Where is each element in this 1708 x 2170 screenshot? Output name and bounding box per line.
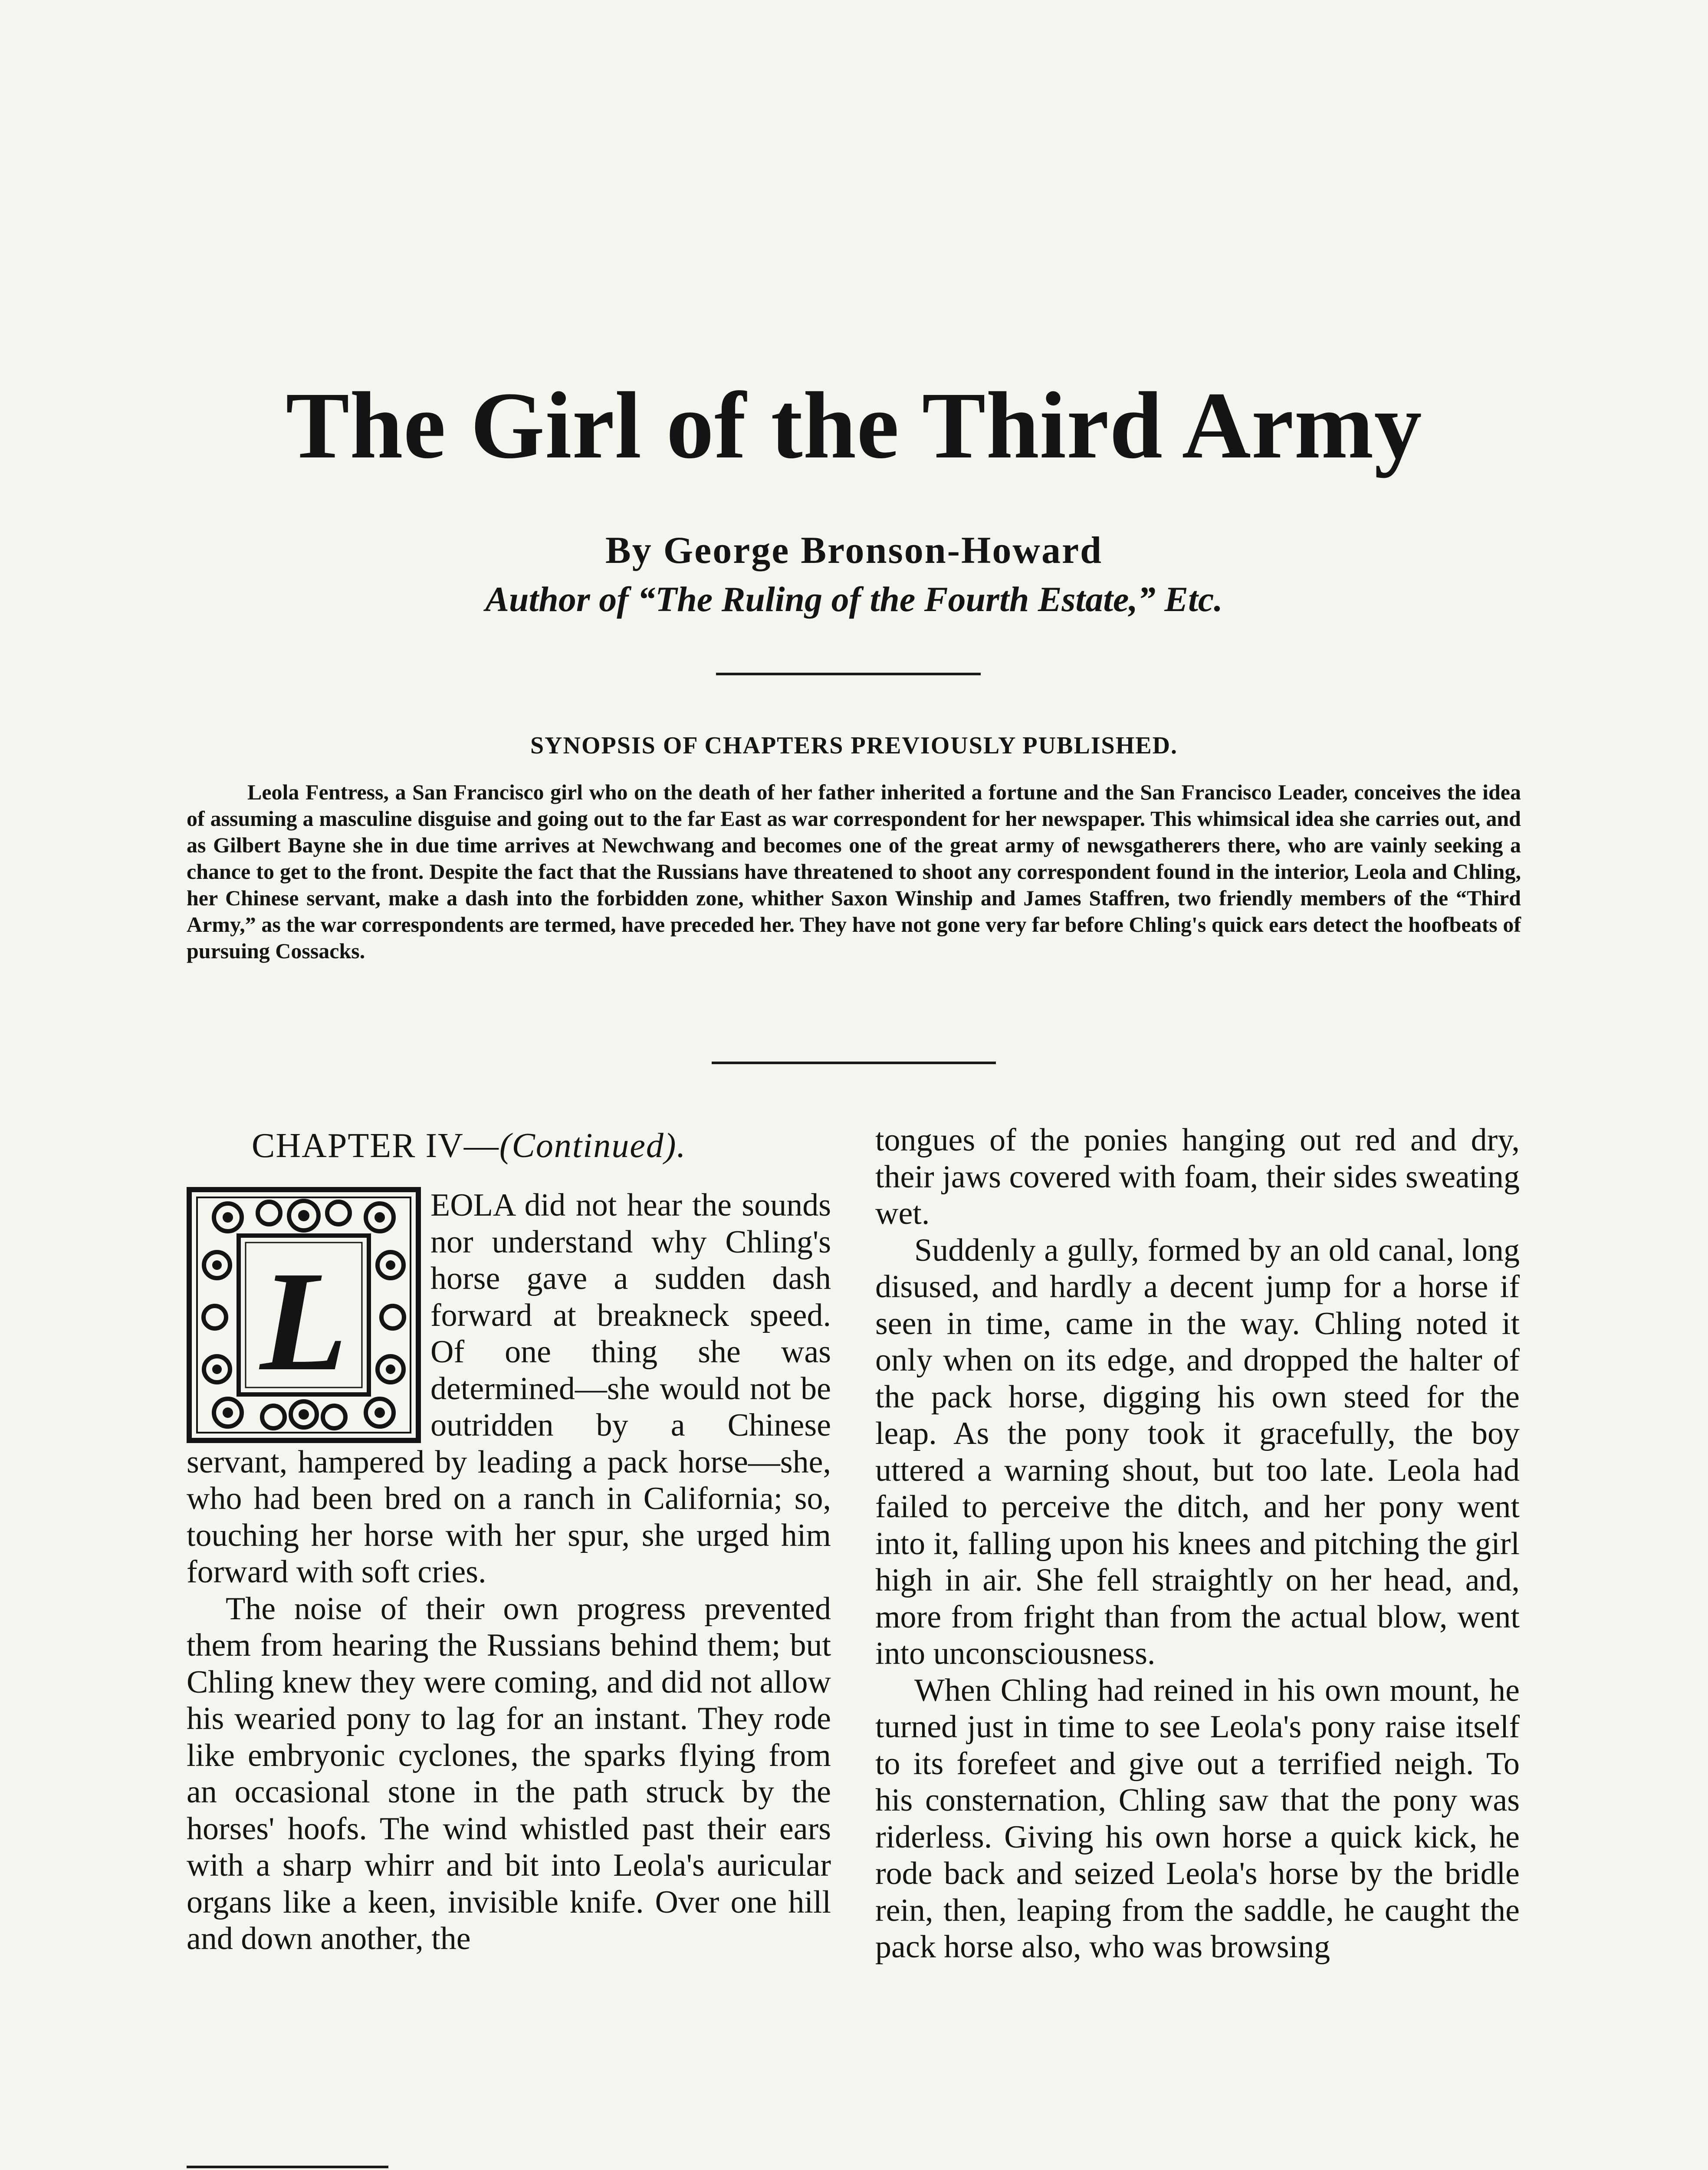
- author-byline: By George Bronson-Howard: [605, 529, 1103, 572]
- synopsis-text: Leola Fentress, a San Francisco girl who on the death of her father inherited a fortune and the San Francisco Leader, conceives the idea of assuming a masculine disguise and going out to the far East as war correspondent for her newspaper. This whimsical idea she carries out, and as Gilbert Bayne she in due time arrives at Newchwang and becomes one of the great army of newsgatherers there, who are vainly seeking a chance to get to the front. Despite the fact that the Russians have threatened to shoot any correspondent found in the interior, Leola and Chling, her Chinese servant, make a dash into the forbidden zone, whither Saxon Winship and James Staffren, two friendly members of the “Third Army,” as the war correspondents are termed, have preceded her. They have not gone very far before Chling's quick ears detect the hoofbeats of pursuing Cossacks.: [187, 780, 1521, 963]
- right-paragraph: When Chling had reined in his own mount, he turned just in time to see Leola's pony raise itself to its forefeet and give out a terrified neigh. To his consternation, Chling saw that the pony was riderless. Giving his own horse a quick kick, he rode back and seized Leola's horse by the bridle rein, then, leaping from the saddle, he caught the pack horse also, who was browsing: [875, 1672, 1520, 1965]
- chapter-continued: (Continued).: [499, 1127, 686, 1165]
- chapter-opening-paragraph: EOLA did not hear the sounds nor understand why Chling's horse gave a sudden dash forward at breakneck speed. Of one thing she was determined—she would not be outridden by a Chinese servant, hampered by leading a pack horse—she, who had been bred on a ranch in California; so, touching her horse with her spur, she urged him forward with soft cries.: [187, 1187, 831, 1590]
- synopsis-heading: SYNOPSIS OF CHAPTERS PREVIOUSLY PUBLISHED.: [530, 732, 1178, 759]
- footnote-divider: [187, 2166, 388, 2168]
- title-divider: [716, 673, 981, 675]
- right-paragraph: Suddenly a gully, formed by an old canal, long disused, and hardly a decent jump for a horse if seen in time, came in the way. Chling noted it only when on its edge, and dropped the halter of the pack horse, digging his own steed for the leap. As the pony took it gracefully, the boy uttered a warning shout, but too late. Leola had failed to perceive the ditch, and her pony went into it, falling upon his knees and pitching the girl high in air. She fell straightly on her head, and, more from fright than from the actual blow, went into unconsciousness.: [875, 1232, 1520, 1671]
- left-column: [187, 1122, 831, 1957]
- author-credits: Author of “The Ruling of the Fourth Estate,” Etc.: [485, 579, 1223, 619]
- drop-cap-ornament: [187, 1187, 421, 1443]
- right-column: [875, 1122, 1520, 1966]
- right-continuation: tongues of the ponies hanging out red and dry, their jaws covered with foam, their sides sweating wet.: [875, 1122, 1520, 1231]
- article-title: The Girl of the Third Army: [286, 372, 1422, 478]
- drop-cap-ornament-art: [187, 1187, 421, 1443]
- left-paragraph: The noise of their own progress prevented them from hearing the Russians behind them; but Chling knew they were coming, and did not allow his wearied pony to lag for an instant. They rode like embryonic cyclones, the sparks flying from an occasional stone in the path struck by the horses' hoofs. The wind whistled past their ears with a sharp whirr and bit into Leola's auricular organs like a keen, invisible knife. Over one hill and down another, the: [187, 1591, 831, 1956]
- chapter-heading: [252, 1122, 831, 1170]
- chapter-number: CHAPTER IV—: [252, 1127, 499, 1165]
- synopsis-divider: [712, 1062, 996, 1064]
- drop-cap-letter: L: [260, 1242, 348, 1401]
